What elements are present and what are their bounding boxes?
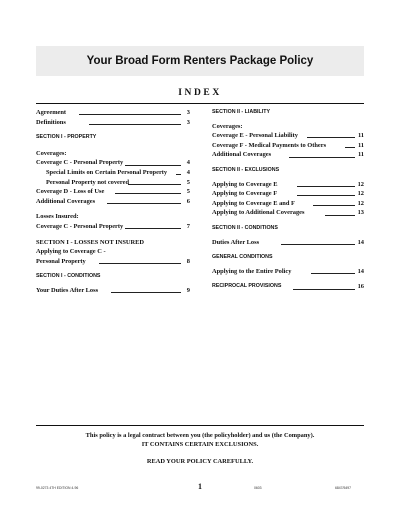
index-leader-line <box>125 165 181 166</box>
form-code-mid: 0603 <box>254 486 262 490</box>
index-entry-page: 3 <box>186 118 190 126</box>
index-entry <box>212 131 364 141</box>
index-entry-page: 4 <box>186 159 190 167</box>
index-divider <box>36 103 364 104</box>
index-leader-line <box>176 174 181 175</box>
index-entry <box>36 257 190 267</box>
index-entry-page: 7 <box>186 222 190 230</box>
index-heading: INDEX <box>178 88 222 98</box>
index-entry <box>212 253 364 263</box>
index-entry-page: 3 <box>186 109 190 116</box>
index-entry-label: Agreement <box>36 109 67 116</box>
index-entry-label: Applying to Coverage E and F <box>212 199 295 207</box>
index-entry-page: 4 <box>186 168 190 176</box>
index-entry <box>212 108 364 118</box>
index-entry-label: Applying to Coverage C - <box>36 248 106 256</box>
form-code: 99-0273 4TH EDITION 4-96 <box>36 486 79 490</box>
index-entry <box>212 224 364 234</box>
footer-divider <box>36 425 364 426</box>
index-entry <box>36 238 190 248</box>
index-entry <box>36 178 190 188</box>
index-entry-label: Your Duties After Loss <box>36 286 99 294</box>
index-entry-label: SECTION I - CONDITIONS <box>36 273 101 280</box>
index-leader-line <box>307 137 355 138</box>
index-entry <box>36 222 190 232</box>
index-entry-page: 11 <box>357 132 364 140</box>
index-entry-page: 14 <box>357 267 364 275</box>
index-entry <box>212 282 364 292</box>
index-entry-page: 12 <box>357 190 364 198</box>
index-entry-page: 11 <box>357 151 364 159</box>
index-leader-line <box>293 289 355 290</box>
footer-read-note: READ YOUR POLICY CAREFULLY. <box>146 458 254 465</box>
form-code-right: 6847/5497 <box>335 486 352 490</box>
index-entry-label: Coverage C - Personal Property <box>36 159 124 167</box>
index-entry-label: Duties After Loss <box>212 238 260 246</box>
index-entry-page: 11 <box>357 141 364 149</box>
index-leader-line <box>111 292 181 293</box>
index-entry-page: 6 <box>186 197 190 205</box>
index-entry-page: 14 <box>357 238 364 246</box>
footer-contract-note: This policy is a legal contract between you (the policyholder) and us (the Company). <box>85 432 315 439</box>
index-entry-label: Definitions <box>36 118 66 126</box>
index-entry-page: 12 <box>357 199 364 207</box>
index-leader-line <box>107 203 181 204</box>
index-entry-label: Coverage D - Loss of Use <box>36 188 105 196</box>
index-entry <box>212 180 364 190</box>
index-leader-line <box>313 205 355 206</box>
index-entry <box>36 118 190 128</box>
index-entry <box>36 286 190 296</box>
index-entry <box>212 166 364 176</box>
index-entry <box>36 197 190 207</box>
index-leader-line <box>289 157 355 158</box>
index-entry <box>36 133 190 143</box>
index-entry <box>212 238 364 248</box>
index-entry-page: 5 <box>186 178 190 186</box>
index-entry-label: Applying to Coverage E <box>212 180 278 188</box>
index-entry <box>36 247 190 257</box>
index-entry-label: SECTION II - LIABILITY <box>212 109 270 115</box>
index-entry-label: Additional Coverages <box>212 151 272 159</box>
index-leader-line <box>128 184 181 185</box>
index-entry-label: Special Limits on Certain Personal Property <box>46 168 168 176</box>
index-entry-label: SECTION I - PROPERTY <box>36 134 97 141</box>
index-entry-label: Coverage C - Personal Property <box>36 222 124 230</box>
index-entry-page: 8 <box>186 257 190 265</box>
index-leader-line <box>281 244 355 245</box>
index-entry <box>36 272 190 282</box>
index-entry-page: 13 <box>357 209 364 217</box>
index-entry <box>36 212 190 222</box>
policy-title: Your Broad Form Renters Package Policy <box>86 55 314 67</box>
index-entry-label: Coverages: <box>212 122 243 130</box>
index-entry <box>36 108 190 118</box>
index-entry-label: GENERAL CONDITIONS <box>212 254 273 261</box>
index-entry <box>212 208 364 218</box>
index-entry <box>212 141 364 151</box>
index-entry-page: 16 <box>357 283 364 291</box>
index-left-column <box>36 108 190 296</box>
index-entry <box>212 189 364 199</box>
index-entry <box>36 149 190 159</box>
index-entry-label: Additional Coverages <box>36 197 96 205</box>
index-entry-label: Losses Insured: <box>36 213 79 221</box>
index-entry-label: Coverage F - Medical Payments to Others <box>212 141 327 149</box>
index-entry <box>212 122 364 132</box>
index-entry-label: Coverages: <box>36 149 67 157</box>
index-leader-line <box>311 273 355 274</box>
index-leader-line <box>345 147 355 148</box>
index-entry-page: 9 <box>186 286 190 294</box>
index-entry <box>36 187 190 197</box>
index-leader-line <box>297 195 355 196</box>
index-entry-label: Personal Property <box>36 257 86 265</box>
page-number: 1 <box>198 482 202 491</box>
index-entry-label: Applying to the Entire Policy <box>212 267 292 275</box>
policy-title-band <box>36 46 364 76</box>
index-entry-label: Personal Property not covered <box>46 178 129 186</box>
index-entry-label: Applying to Additional Coverages <box>212 209 305 217</box>
index-right-column <box>212 108 364 292</box>
footer-exclusions-note: IT CONTAINS CERTAIN EXCLUSIONS. <box>141 441 259 448</box>
index-entry-label: RECIPROCAL PROVISIONS <box>212 283 282 290</box>
index-leader-line <box>325 215 355 216</box>
index-entry-label: Coverage E - Personal Liability <box>212 132 298 140</box>
index-leader-line <box>89 124 181 125</box>
index-entry-label: SECTION I - LOSSES NOT INSURED <box>36 238 145 246</box>
index-entry <box>212 199 364 209</box>
index-leader-line <box>297 186 355 187</box>
index-entry-label: Applying to Coverage F <box>212 190 278 198</box>
index-entry <box>36 168 190 178</box>
index-leader-line <box>79 114 181 115</box>
index-entry-label: SECTION II - EXCLUSIONS <box>212 166 280 173</box>
index-entry <box>212 150 364 160</box>
index-entry <box>212 267 364 277</box>
index-entry-label: SECTION II - CONDITIONS <box>212 224 278 231</box>
index-entry-page: 5 <box>186 188 190 196</box>
index-leader-line <box>115 193 181 194</box>
index-entry-page: 12 <box>357 180 364 188</box>
index-entry <box>36 158 190 168</box>
index-leader-line <box>125 228 181 229</box>
index-leader-line <box>99 263 181 264</box>
